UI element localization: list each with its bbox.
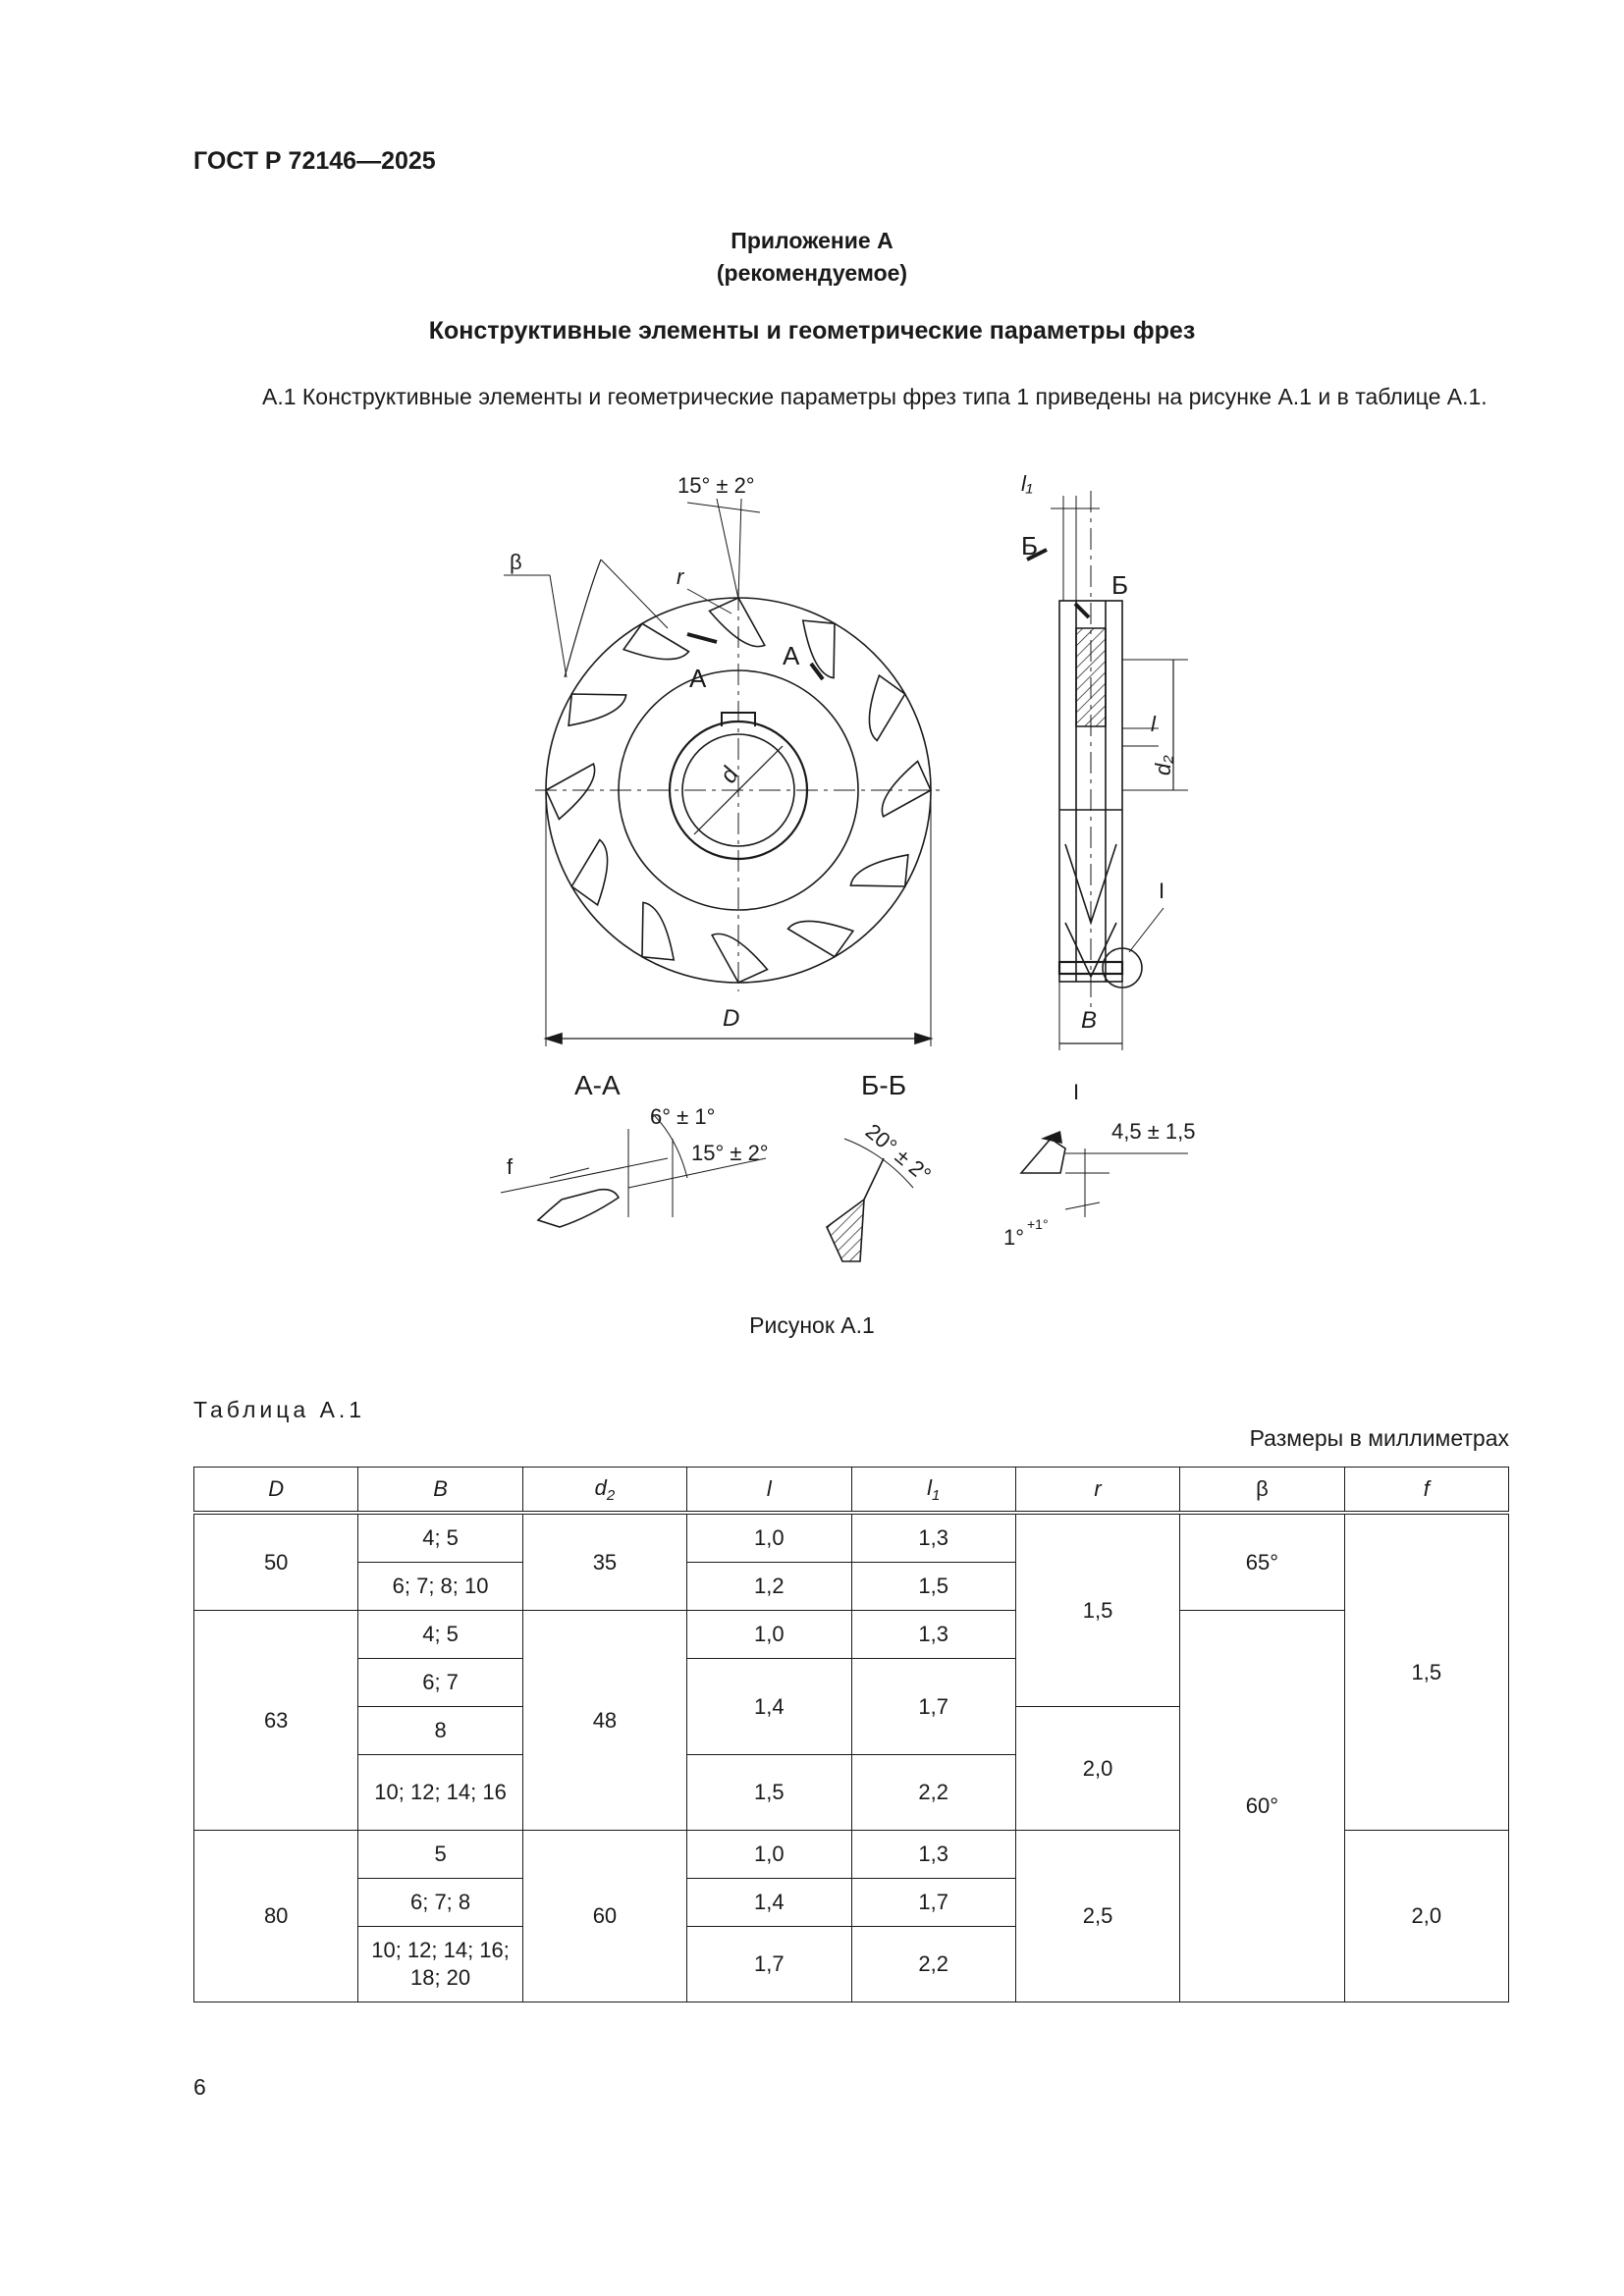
col-f: f bbox=[1344, 1468, 1508, 1514]
cell-B: 10; 12; 14; 16 bbox=[358, 1755, 522, 1831]
label-dim-45: 4,5 ± 1,5 bbox=[1111, 1119, 1196, 1144]
cell-D: 80 bbox=[194, 1831, 358, 2002]
cell-l: 1,0 bbox=[687, 1611, 851, 1659]
cell-B: 6; 7; 8 bbox=[358, 1879, 522, 1927]
label-b-left: Б bbox=[1021, 531, 1039, 561]
cell-l1: 1,3 bbox=[851, 1611, 1015, 1659]
label-angle-1-tol: +1° bbox=[1027, 1216, 1049, 1232]
label-detail-1: I bbox=[1073, 1080, 1080, 1104]
cell-l: 1,5 bbox=[687, 1755, 851, 1831]
cell-D: 63 bbox=[194, 1611, 358, 1831]
cell-f: 1,5 bbox=[1344, 1513, 1508, 1831]
cell-beta: 60° bbox=[1180, 1611, 1344, 2002]
cell-l1: 1,7 bbox=[851, 1659, 1015, 1755]
cell-d2: 35 bbox=[522, 1513, 686, 1611]
cell-d2: 48 bbox=[522, 1611, 686, 1831]
label-D: D bbox=[723, 1005, 740, 1032]
parameters-table bbox=[193, 1467, 1509, 2002]
cell-r: 2,0 bbox=[1015, 1707, 1179, 1831]
col-r: r bbox=[1015, 1468, 1179, 1514]
cell-l1: 2,2 bbox=[851, 1927, 1015, 2002]
intro-paragraph-text: А.1 Конструктивные элементы и геометрические параметры фрез типа 1 приведены на рисунке А.1 и в таблице А.1. bbox=[262, 384, 1488, 409]
cell-B: 4; 5 bbox=[358, 1611, 522, 1659]
cutter-tooth bbox=[642, 902, 674, 960]
cell-B: 6; 7; 8; 10 bbox=[358, 1563, 522, 1611]
cell-l: 1,0 bbox=[687, 1831, 851, 1879]
table-label: Таблица А.1 bbox=[193, 1397, 366, 1422]
label-a-right: А bbox=[783, 641, 800, 670]
annex-title: Приложение А bbox=[731, 228, 893, 253]
cell-l: 1,4 bbox=[687, 1879, 851, 1927]
cell-l1: 1,3 bbox=[851, 1513, 1015, 1563]
cell-l: 1,4 bbox=[687, 1659, 851, 1755]
label-a-left: А bbox=[689, 664, 707, 693]
cell-beta: 65° bbox=[1180, 1513, 1344, 1611]
cell-B: 4; 5 bbox=[358, 1513, 522, 1563]
cell-l: 1,7 bbox=[687, 1927, 851, 2002]
col-beta: β bbox=[1180, 1468, 1344, 1514]
cell-r: 2,5 bbox=[1015, 1831, 1179, 2002]
cell-l1: 1,3 bbox=[851, 1831, 1015, 1879]
table-units: Размеры в миллиметрах bbox=[1249, 1425, 1509, 1451]
label-angle-15: 15° ± 2° bbox=[691, 1141, 769, 1165]
cutter-tooth bbox=[710, 598, 765, 647]
label-angle-20: 20° ± 2° bbox=[860, 1118, 937, 1188]
cutter-tooth bbox=[712, 934, 767, 983]
col-l1: $l_1$ bbox=[851, 1468, 1015, 1514]
col-l: l bbox=[687, 1468, 851, 1514]
cell-B: 8 bbox=[358, 1707, 522, 1755]
cutter-tooth bbox=[546, 764, 595, 819]
label-section-aa: А-А bbox=[574, 1070, 621, 1100]
cutter-tooth bbox=[850, 855, 908, 886]
cutter-tooth bbox=[882, 762, 931, 817]
standard-code: ГОСТ Р 72146—2025 bbox=[193, 147, 436, 175]
cell-l: 1,2 bbox=[687, 1563, 851, 1611]
label-roman-1: I bbox=[1159, 879, 1165, 903]
figure-caption: Рисунок А.1 bbox=[749, 1312, 875, 1338]
cell-l1: 1,5 bbox=[851, 1563, 1015, 1611]
cell-B: 6; 7 bbox=[358, 1659, 522, 1707]
label-b-right: Б bbox=[1111, 570, 1129, 600]
cell-l1: 2,2 bbox=[851, 1755, 1015, 1831]
table-row bbox=[194, 1513, 1509, 1563]
col-B: B bbox=[358, 1468, 522, 1514]
col-d2: $d_2$ bbox=[522, 1468, 686, 1514]
cell-l: 1,0 bbox=[687, 1513, 851, 1563]
label-f: f bbox=[507, 1154, 514, 1179]
cutter-tooth bbox=[568, 694, 626, 725]
label-angle-top: 15° ± 2° bbox=[677, 473, 755, 498]
cell-B: 5 bbox=[358, 1831, 522, 1879]
label-angle-1: 1° bbox=[1003, 1225, 1025, 1250]
label-B: B bbox=[1081, 1007, 1098, 1034]
page-number: 6 bbox=[193, 2074, 206, 2100]
col-D: D bbox=[194, 1468, 358, 1514]
label-angle-6: 6° ± 1° bbox=[650, 1104, 716, 1129]
cell-d2: 60 bbox=[522, 1831, 686, 2002]
annex-subtitle: (рекомендуемое) bbox=[716, 260, 908, 286]
label-d2: d₂ bbox=[1151, 755, 1175, 775]
cell-D: 50 bbox=[194, 1513, 358, 1611]
label-section-bb: Б-Б bbox=[861, 1070, 907, 1100]
table-row bbox=[194, 1611, 1509, 1659]
cell-f: 2,0 bbox=[1344, 1831, 1508, 2002]
cell-B: 10; 12; 14; 16; 18; 20 bbox=[358, 1927, 522, 2002]
label-d: d bbox=[714, 763, 745, 788]
label-l: l bbox=[1151, 712, 1156, 736]
cell-r: 1,5 bbox=[1015, 1513, 1179, 1707]
label-r: r bbox=[677, 564, 684, 589]
cutter-tooth bbox=[803, 620, 835, 678]
cell-l1: 1,7 bbox=[851, 1879, 1015, 1927]
label-l1: l₁ bbox=[1021, 471, 1033, 496]
section-title: Конструктивные элементы и геометрические параметры фрез bbox=[428, 317, 1196, 345]
label-beta: β bbox=[510, 550, 522, 574]
table-header-row bbox=[194, 1468, 1509, 1514]
